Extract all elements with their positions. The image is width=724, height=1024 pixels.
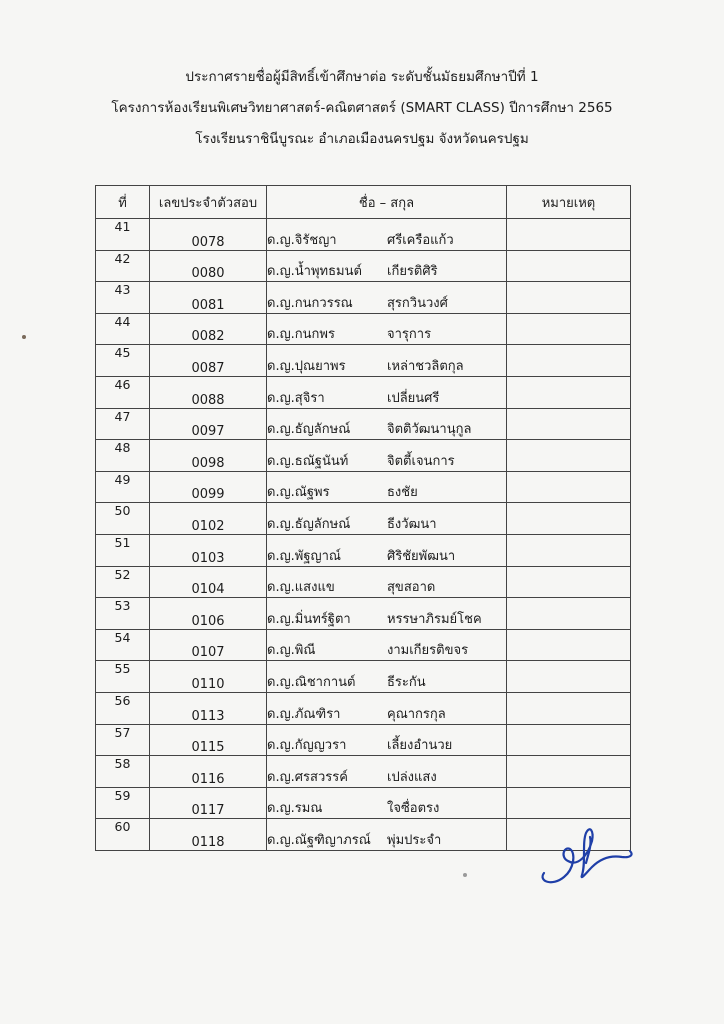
first-name: ด.ญ.กนกพร xyxy=(267,327,335,343)
student-name xyxy=(267,534,507,566)
table-row xyxy=(96,345,631,377)
note-cell xyxy=(507,724,631,756)
note-cell xyxy=(507,598,631,630)
last-name: จิตตี้เจนการ xyxy=(387,453,455,469)
exam-id: 0081 xyxy=(150,282,267,314)
note-cell xyxy=(507,661,631,693)
last-name: พุ่มประจำ xyxy=(387,832,442,848)
note-cell xyxy=(507,756,631,788)
first-name: ด.ญ.พิณี xyxy=(267,643,316,659)
first-name: ด.ญ.ธัญลักษณ์ xyxy=(267,516,351,532)
table-header-row xyxy=(96,186,631,219)
exam-id: 0088 xyxy=(150,376,267,408)
student-name xyxy=(267,219,507,251)
table-row xyxy=(96,534,631,566)
row-number: 58 xyxy=(96,756,150,788)
row-number: 54 xyxy=(96,629,150,661)
last-name: ศิริชัยพัฒนา xyxy=(387,548,456,564)
first-name: ด.ญ.ปุณยาพร xyxy=(267,358,346,374)
first-name: ด.ญ.ธัญลักษณ์ xyxy=(267,422,351,438)
row-number: 55 xyxy=(96,661,150,693)
exam-id: 0113 xyxy=(150,692,267,724)
table-row xyxy=(96,219,631,251)
exam-id: 0110 xyxy=(150,661,267,693)
exam-id: 0117 xyxy=(150,787,267,819)
header-no: ที่ xyxy=(96,186,150,219)
note-cell xyxy=(507,534,631,566)
student-name xyxy=(267,598,507,630)
row-number: 41 xyxy=(96,219,150,251)
exam-id: 0099 xyxy=(150,471,267,503)
exam-id: 0104 xyxy=(150,566,267,598)
table-row xyxy=(96,724,631,756)
table-row xyxy=(96,503,631,535)
exam-id: 0080 xyxy=(150,250,267,282)
last-name: เลี้ยงอำนวย xyxy=(387,738,453,754)
title-line-2: โครงการห้องเรียนพิเศษวิทยาศาสตร์-คณิตศาสตร์ (SMART CLASS) ปีการศึกษา 2565 xyxy=(111,100,613,116)
first-name: ด.ญ.มิ่นทร์ฐิตา xyxy=(267,611,351,627)
student-name xyxy=(267,661,507,693)
exam-id: 0107 xyxy=(150,629,267,661)
table-row xyxy=(96,313,631,345)
note-cell xyxy=(507,219,631,251)
row-number: 45 xyxy=(96,345,150,377)
signature-mark xyxy=(530,815,640,895)
note-cell xyxy=(507,282,631,314)
last-name: สุขสอาด xyxy=(387,580,436,596)
last-name: เหล่าชวลิตกุล xyxy=(387,358,464,374)
student-name xyxy=(267,440,507,472)
exam-id: 0098 xyxy=(150,440,267,472)
table-row xyxy=(96,598,631,630)
last-name: จิตติวัฒนานุกูล xyxy=(387,422,472,438)
header-note: หมายเหตุ xyxy=(507,186,631,219)
note-cell xyxy=(507,376,631,408)
last-name: เปล่งแสง xyxy=(387,769,437,785)
last-name: หรรษาภิรมย์โชค xyxy=(387,611,482,627)
student-roster-table xyxy=(95,185,631,851)
last-name: ใจซื่อตรง xyxy=(387,801,440,817)
student-name xyxy=(267,819,507,851)
table-row xyxy=(96,471,631,503)
last-name: จารุการ xyxy=(387,327,432,343)
last-name: เกียรติศิริ xyxy=(387,264,438,280)
note-cell xyxy=(507,313,631,345)
exam-id: 0097 xyxy=(150,408,267,440)
table-body xyxy=(96,219,631,851)
row-number: 43 xyxy=(96,282,150,314)
first-name: ด.ญ.ภัณฑิรา xyxy=(267,706,341,722)
row-number: 59 xyxy=(96,787,150,819)
title-line-1: ประกาศรายชื่อผู้มีสิทธิ์เข้าศึกษาต่อ ระดับชั้นมัธยมศึกษาปีที่ 1 xyxy=(185,69,539,85)
note-cell xyxy=(507,408,631,440)
row-number: 60 xyxy=(96,819,150,851)
exam-id: 0116 xyxy=(150,756,267,788)
row-number: 50 xyxy=(96,503,150,535)
table-row xyxy=(96,440,631,472)
table-row xyxy=(96,250,631,282)
student-name xyxy=(267,376,507,408)
student-name xyxy=(267,724,507,756)
header-name: ชื่อ – สกุล xyxy=(267,186,507,219)
row-number: 52 xyxy=(96,566,150,598)
student-name xyxy=(267,250,507,282)
first-name: ด.ญ.ศรสวรรค์ xyxy=(267,769,348,785)
last-name: สุรกวินวงศ์ xyxy=(387,295,448,311)
table-row xyxy=(96,376,631,408)
note-cell xyxy=(507,566,631,598)
table-row xyxy=(96,692,631,724)
student-name xyxy=(267,692,507,724)
table-row xyxy=(96,282,631,314)
table-row xyxy=(96,566,631,598)
table-row xyxy=(96,629,631,661)
last-name: งามเกียรติขจร xyxy=(387,643,469,659)
row-number: 57 xyxy=(96,724,150,756)
first-name: ด.ญ.รมณ xyxy=(267,801,323,817)
first-name: ด.ญ.จิรัชญา xyxy=(267,232,337,248)
exam-id: 0078 xyxy=(150,219,267,251)
student-name xyxy=(267,471,507,503)
row-number: 56 xyxy=(96,692,150,724)
exam-id: 0106 xyxy=(150,598,267,630)
title-line-3: โรงเรียนราชินีบูรณะ อำเภอเมืองนครปฐม จังหวัดนครปฐม xyxy=(195,131,529,147)
row-number: 49 xyxy=(96,471,150,503)
last-name: คุณากรกุล xyxy=(387,706,446,722)
stray-mark xyxy=(22,335,26,339)
first-name: ด.ญ.กนกวรรณ xyxy=(267,295,353,311)
row-number: 51 xyxy=(96,534,150,566)
exam-id: 0102 xyxy=(150,503,267,535)
header-exam-id: เลขประจำตัวสอบ xyxy=(150,186,267,219)
note-cell xyxy=(507,692,631,724)
row-number: 48 xyxy=(96,440,150,472)
exam-id: 0115 xyxy=(150,724,267,756)
first-name: ด.ญ.พัฐญาณ์ xyxy=(267,548,341,564)
student-name xyxy=(267,503,507,535)
first-name: ด.ญ.ธณัฐนันท์ xyxy=(267,453,349,469)
student-name xyxy=(267,345,507,377)
exam-id: 0103 xyxy=(150,534,267,566)
note-cell xyxy=(507,629,631,661)
first-name: ด.ญ.แสงแข xyxy=(267,580,335,596)
student-name xyxy=(267,408,507,440)
first-name: ด.ญ.กัญญวรา xyxy=(267,738,347,754)
row-number: 47 xyxy=(96,408,150,440)
last-name: ธงชัย xyxy=(387,485,418,501)
student-name xyxy=(267,756,507,788)
note-cell xyxy=(507,503,631,535)
student-name xyxy=(267,313,507,345)
last-name: ธีงวัฒนา xyxy=(387,516,437,532)
note-cell xyxy=(507,471,631,503)
last-name: เปลี่ยนศรี xyxy=(387,390,440,406)
student-name xyxy=(267,787,507,819)
exam-id: 0118 xyxy=(150,819,267,851)
first-name: ด.ญ.ณัฐฑิญาภรณ์ xyxy=(267,832,371,848)
first-name: ด.ญ.น้ำพุทธมนต์ xyxy=(267,264,362,280)
table-row xyxy=(96,756,631,788)
note-cell xyxy=(507,250,631,282)
student-name xyxy=(267,282,507,314)
row-number: 46 xyxy=(96,376,150,408)
note-cell xyxy=(507,440,631,472)
exam-id: 0087 xyxy=(150,345,267,377)
note-cell xyxy=(507,345,631,377)
exam-id: 0082 xyxy=(150,313,267,345)
row-number: 42 xyxy=(96,250,150,282)
student-name xyxy=(267,566,507,598)
first-name: ด.ญ.สุจิรา xyxy=(267,390,325,406)
document-header xyxy=(0,62,724,155)
table-row xyxy=(96,661,631,693)
student-name xyxy=(267,629,507,661)
last-name: ศรีเครือแก้ว xyxy=(387,232,454,248)
first-name: ด.ญ.ณิชากานต์ xyxy=(267,674,356,690)
stray-dot xyxy=(463,873,467,877)
last-name: ธีระกัน xyxy=(387,674,426,690)
table-row xyxy=(96,408,631,440)
row-number: 44 xyxy=(96,313,150,345)
row-number: 53 xyxy=(96,598,150,630)
first-name: ด.ญ.ณัฐพร xyxy=(267,485,330,501)
